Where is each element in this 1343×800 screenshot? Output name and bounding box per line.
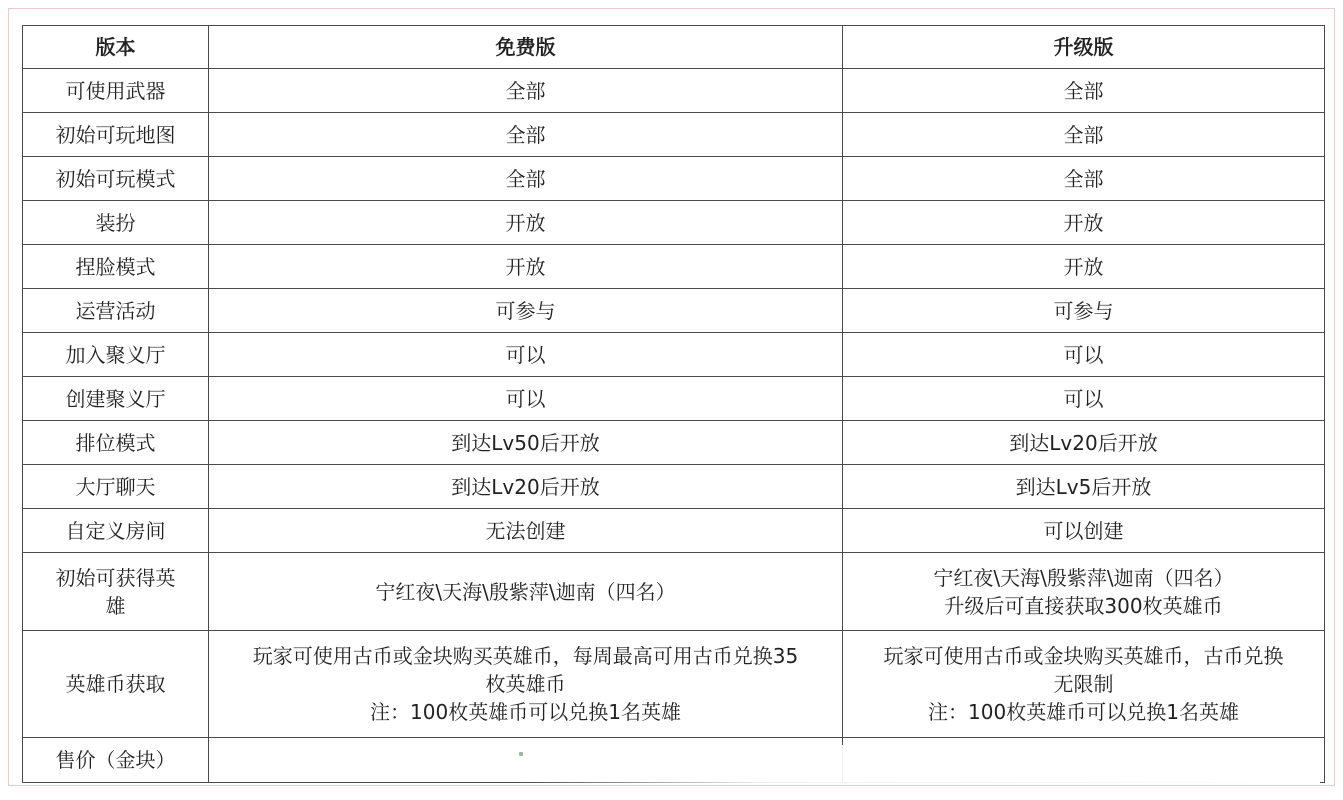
- table-row: [23, 69, 1325, 113]
- free-cell: 全部: [209, 113, 843, 157]
- header-free: 免费版: [209, 26, 843, 69]
- feature-line: 初始可获得英: [55, 565, 176, 590]
- free-line: 注：100枚英雄币可以兑换1名英雄: [370, 700, 681, 724]
- table-row: [23, 113, 1325, 157]
- upgrade-cell: [843, 553, 1325, 631]
- upgrade-cell: 全部: [843, 113, 1325, 157]
- feature-cell: 运营活动: [23, 289, 209, 333]
- feature-cell: 售价（金块）: [23, 738, 209, 783]
- upgrade-cell: 开放: [843, 201, 1325, 245]
- upgrade-line: 玩家可使用古币或金块购买英雄币，古币兑换: [883, 644, 1284, 668]
- bottom-fade-overlay: [520, 745, 1320, 785]
- upgrade-cell: 可以: [843, 377, 1325, 421]
- upgrade-line: 无限制: [1053, 672, 1114, 696]
- header-upgrade: 升级版: [843, 26, 1325, 69]
- feature-cell: 捏脸模式: [23, 245, 209, 289]
- feature-cell: 加入聚义厅: [23, 333, 209, 377]
- table-row: [23, 333, 1325, 377]
- feature-cell: 可使用武器: [23, 69, 209, 113]
- upgrade-cell: 开放: [843, 245, 1325, 289]
- header-version: 版本: [23, 26, 209, 69]
- upgrade-cell: 全部: [843, 157, 1325, 201]
- table-row: [23, 157, 1325, 201]
- upgrade-cell: 可以创建: [843, 509, 1325, 553]
- free-cell: 全部: [209, 157, 843, 201]
- table-row: [23, 201, 1325, 245]
- free-line: 枚英雄币: [485, 672, 566, 696]
- free-cell: 可以: [209, 377, 843, 421]
- table-row: [23, 465, 1325, 509]
- version-comparison-table: [22, 25, 1325, 783]
- upgrade-cell: 到达Lv20后开放: [843, 421, 1325, 465]
- free-cell: 开放: [209, 201, 843, 245]
- feature-cell: 英雄币获取: [23, 631, 209, 738]
- free-cell: 到达Lv50后开放: [209, 421, 843, 465]
- free-cell: 可以: [209, 333, 843, 377]
- feature-cell: 装扮: [23, 201, 209, 245]
- feature-cell: 初始可玩地图: [23, 113, 209, 157]
- table-row: [23, 631, 1325, 738]
- feature-cell: 自定义房间: [23, 509, 209, 553]
- feature-cell: 初始可玩模式: [23, 157, 209, 201]
- upgrade-line: 注：100枚英雄币可以兑换1名英雄: [928, 700, 1239, 724]
- feature-cell: 创建聚义厅: [23, 377, 209, 421]
- feature-cell: [23, 553, 209, 631]
- upgrade-cell: [843, 631, 1325, 738]
- table-row: [23, 245, 1325, 289]
- table-row: [23, 421, 1325, 465]
- table-row: [23, 377, 1325, 421]
- feature-cell: 大厅聊天: [23, 465, 209, 509]
- free-cell: 可参与: [209, 289, 843, 333]
- free-line: 宁红夜\天海\殷紫萍\迦南（四名）: [375, 579, 676, 604]
- header-row: [23, 26, 1325, 69]
- upgrade-line: 宁红夜\天海\殷紫萍\迦南（四名）: [933, 565, 1234, 590]
- upgrade-line: 升级后可直接获取300枚英雄币: [944, 593, 1223, 618]
- table-row: [23, 509, 1325, 553]
- upgrade-cell: 全部: [843, 69, 1325, 113]
- free-cell: 无法创建: [209, 509, 843, 553]
- feature-cell: 排位模式: [23, 421, 209, 465]
- upgrade-cell: 可以: [843, 333, 1325, 377]
- table-row: [23, 289, 1325, 333]
- upgrade-cell: 到达Lv5后开放: [843, 465, 1325, 509]
- free-cell: [209, 553, 843, 631]
- free-cell: [209, 631, 843, 738]
- free-cell: 到达Lv20后开放: [209, 465, 843, 509]
- free-cell: 开放: [209, 245, 843, 289]
- table-row: [23, 553, 1325, 631]
- free-line: 玩家可使用古币或金块购买英雄币，每周最高可用古币兑换35: [252, 644, 799, 668]
- free-cell: 全部: [209, 69, 843, 113]
- upgrade-cell: 可参与: [843, 289, 1325, 333]
- feature-line: 雄: [105, 593, 126, 618]
